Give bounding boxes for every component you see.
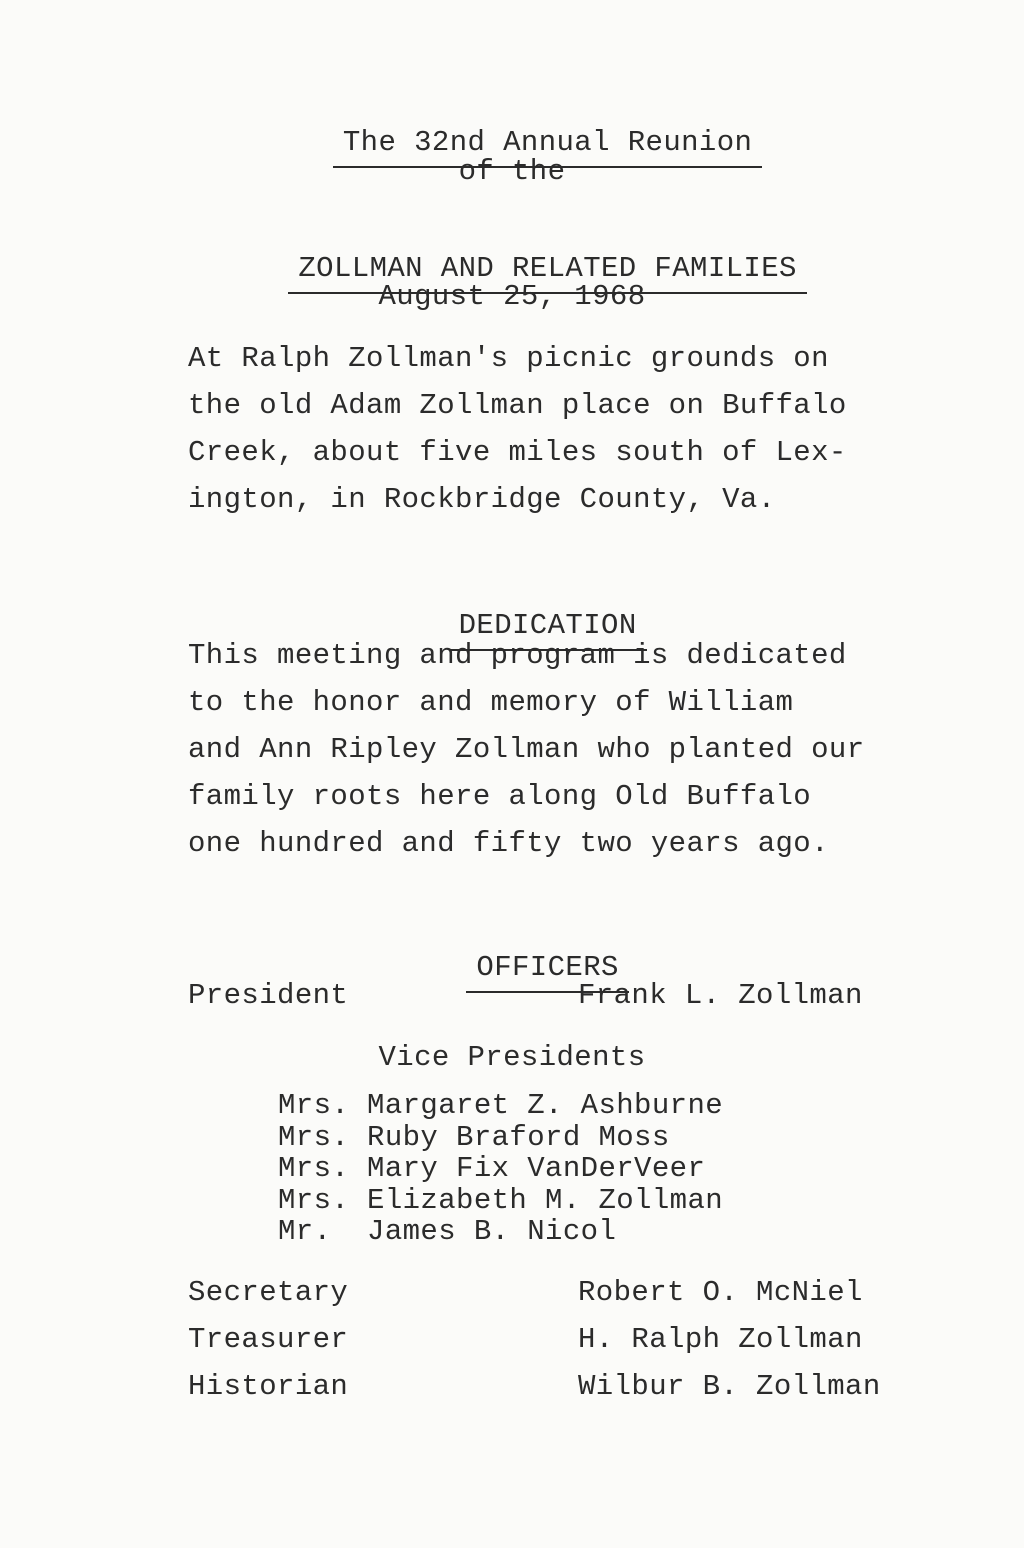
of-the-text: of the	[458, 155, 566, 188]
officers-heading-line	[0, 917, 1024, 1027]
dedication-line: one hundred and fifty two years ago.	[188, 827, 829, 860]
treasurer-label: Treasurer	[188, 1323, 349, 1356]
dedication-line: family roots here along Old Buffalo	[188, 780, 812, 813]
historian-label: Historian	[188, 1370, 349, 1403]
president-name: Frank L. Zollman	[578, 979, 863, 1012]
vice-presidents-list	[278, 1090, 723, 1248]
dedication-line: to the honor and memory of William	[188, 686, 794, 719]
historian-name: Wilbur B. Zollman	[578, 1370, 881, 1403]
vice-presidents-heading: Vice Presidents	[378, 1041, 646, 1074]
dedication-line: and Ann Ripley Zollman who planted our	[188, 733, 865, 766]
reunion-title: The 32nd Annual Reunion	[333, 126, 762, 168]
secretary-label: Secretary	[188, 1276, 349, 1309]
dedication-paragraph	[188, 632, 948, 867]
vice-president-name: Mrs. Mary Fix VanDerVeer	[278, 1152, 706, 1185]
vice-president-name: Mrs. Margaret Z. Ashburne	[278, 1089, 724, 1122]
president-label: President	[188, 979, 349, 1012]
location-paragraph	[188, 335, 948, 523]
families-title: ZOLLMAN AND RELATED FAMILIES	[288, 252, 806, 294]
treasurer-name: H. Ralph Zollman	[578, 1323, 863, 1356]
dedication-heading: DEDICATION	[449, 609, 647, 651]
reunion-date: August 25, 1968	[378, 280, 646, 313]
vice-president-name: Mrs. Elizabeth M. Zollman	[278, 1183, 724, 1217]
location-line: At Ralph Zollman's picnic grounds on	[188, 342, 829, 375]
dedication-line: This meeting and program is dedicated	[188, 639, 847, 672]
vice-president-name: Mr. James B. Nicol	[278, 1215, 617, 1248]
secretary-name: Robert O. McNiel	[578, 1276, 863, 1309]
location-line: Creek, about five miles south of Lex-	[188, 436, 847, 469]
vice-president-name: Mrs. Ruby Braford Moss	[278, 1120, 670, 1154]
location-line: the old Adam Zollman place on Buffalo	[188, 389, 847, 422]
location-line: ington, in Rockbridge County, Va.	[188, 483, 776, 516]
officers-heading: OFFICERS	[466, 951, 628, 993]
